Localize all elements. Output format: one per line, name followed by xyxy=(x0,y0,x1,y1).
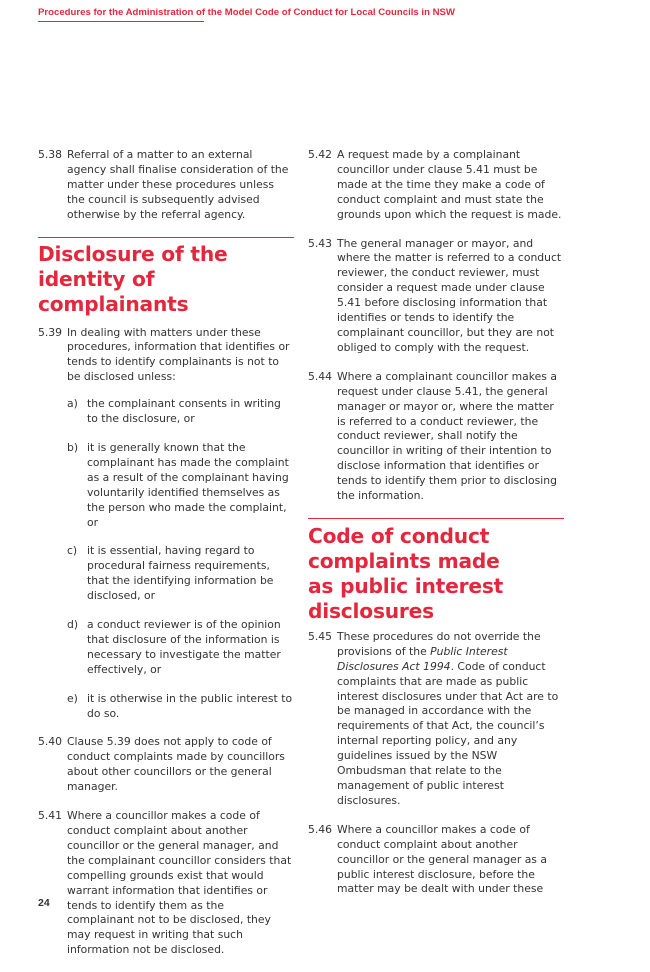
clause-text-part: . Code of conduct complaints that are made as public interest disclosures under that Act are to be managed in accordance with the requirements of that Act, the council’s internal reporting policy, and any guidelines issued by the NSW Ombudsman that relate to the management of public interest disclosures. xyxy=(337,659,559,807)
item-text: it is generally known that the complainant has made the complaint as a result of the complainant having voluntarily identified themselves as the person who made the complaint, or xyxy=(87,440,289,529)
list-item xyxy=(67,692,294,722)
clause-text: Referral of a matter to an external agency shall finalise consideration of the matter under these procedures unless the council is subsequently advised otherwise by the referral agency. xyxy=(67,148,289,221)
clause-text xyxy=(337,630,564,809)
page-number: 24 xyxy=(38,897,50,909)
clause-number: 5.43 xyxy=(308,236,333,250)
list-item xyxy=(67,544,294,604)
clause-number: 5.39 xyxy=(38,325,63,339)
running-header: Procedures for the Administration of the Model Code of Conduct for Local Councils in NSW xyxy=(38,7,455,18)
right-column xyxy=(308,148,564,911)
item-letter: b) xyxy=(67,440,79,454)
item-text: it is otherwise in the public interest to do so. xyxy=(87,691,293,720)
heading-line: complaints made xyxy=(308,548,500,573)
heading-line: Code of conduct xyxy=(308,523,490,548)
clause-text: Where a councillor makes a code of conduct complaint about another councillor or the general manager as a public interest disclosure, before the matter may be dealt with under these xyxy=(337,822,547,896)
clause-text: Clause 5.39 does not apply to code of conduct complaints made by councillors about other councillors or the general manager. xyxy=(67,735,285,794)
item-letter: a) xyxy=(67,397,78,411)
clause-5-43 xyxy=(308,237,564,356)
clause-5-40 xyxy=(38,735,294,795)
clause-number: 5.40 xyxy=(38,735,63,749)
clause-text: The general manager or mayor, and where the matter is referred to a conduct reviewer, the conduct reviewer, must consider a request made under clause 5.41 before disclosing information that identifies or tends to identify the complainant councillor, but they are not obliged to comply with the request. xyxy=(337,236,562,354)
header-rule xyxy=(38,21,204,22)
clause-text: Where a councillor makes a code of conduct complaint about another councillor or the general manager, and the complainant councillor considers that compelling grounds exist that would warrant information that identifies or tends to identify them as the complainant not to be disclosed, they may request in writing that such information not be disclosed. xyxy=(67,809,292,957)
clause-5-42 xyxy=(308,148,564,223)
section-heading-public-interest xyxy=(308,524,564,624)
heading-line: identity of complainants xyxy=(38,266,189,316)
clause-text: A request made by a complainant councillor under clause 5.41 must be made at the time they make a code of conduct complaint and must state the grounds upon which the request is made. xyxy=(337,148,562,221)
clause-number: 5.44 xyxy=(308,369,333,383)
subclause-list xyxy=(67,397,294,721)
act-name: Public Interest Disclosures Act 1994 xyxy=(337,644,508,673)
left-column xyxy=(38,148,294,972)
clause-number: 5.46 xyxy=(308,822,333,836)
clause-5-44 xyxy=(308,370,564,504)
list-item xyxy=(67,618,294,678)
heading-line: Disclosure of the xyxy=(38,241,228,266)
clause-number: 5.38 xyxy=(38,148,63,161)
list-item xyxy=(67,441,294,530)
item-letter: c) xyxy=(67,544,78,558)
item-text: a conduct reviewer is of the opinion that disclosure of the information is necessary to investigate the matter effectively, or xyxy=(87,618,281,676)
list-item xyxy=(67,397,294,427)
clause-text: Where a complainant councillor makes a request under clause 5.41, the general manager or mayor or, where the matter is referred to a conduct reviewer, the conduct reviewer, shall notify the councillor in writing of their intention to disclose information that identifies or tends to identify them prior to disclosing the information. xyxy=(337,369,557,503)
section-heading-disclosure xyxy=(38,242,294,317)
heading-line: as public interest xyxy=(308,573,504,598)
heading-line: disclosures xyxy=(308,598,434,623)
clause-5-39 xyxy=(38,326,294,722)
clause-text: In dealing with matters under these procedures, information that identifies or tends to identify complainants is not to be disclosed unless: xyxy=(67,325,290,384)
item-text: it is essential, having regard to procedural fairness requirements, that the identifying information be disclosed, or xyxy=(87,544,274,603)
item-letter: d) xyxy=(67,618,79,632)
clause-5-41 xyxy=(38,809,294,958)
clause-text-part: These procedures do not override the provisions of the xyxy=(337,629,541,658)
clause-number: 5.41 xyxy=(38,809,63,823)
section-rule xyxy=(38,237,294,238)
item-letter: e) xyxy=(67,691,78,705)
section-rule xyxy=(308,518,564,519)
clause-number: 5.45 xyxy=(308,629,333,643)
clause-5-38 xyxy=(38,148,294,223)
clause-number: 5.42 xyxy=(308,148,333,161)
clause-5-45 xyxy=(308,630,564,809)
clause-5-46 xyxy=(308,823,564,898)
item-text: the complainant consents in writing to the disclosure, or xyxy=(87,397,281,426)
